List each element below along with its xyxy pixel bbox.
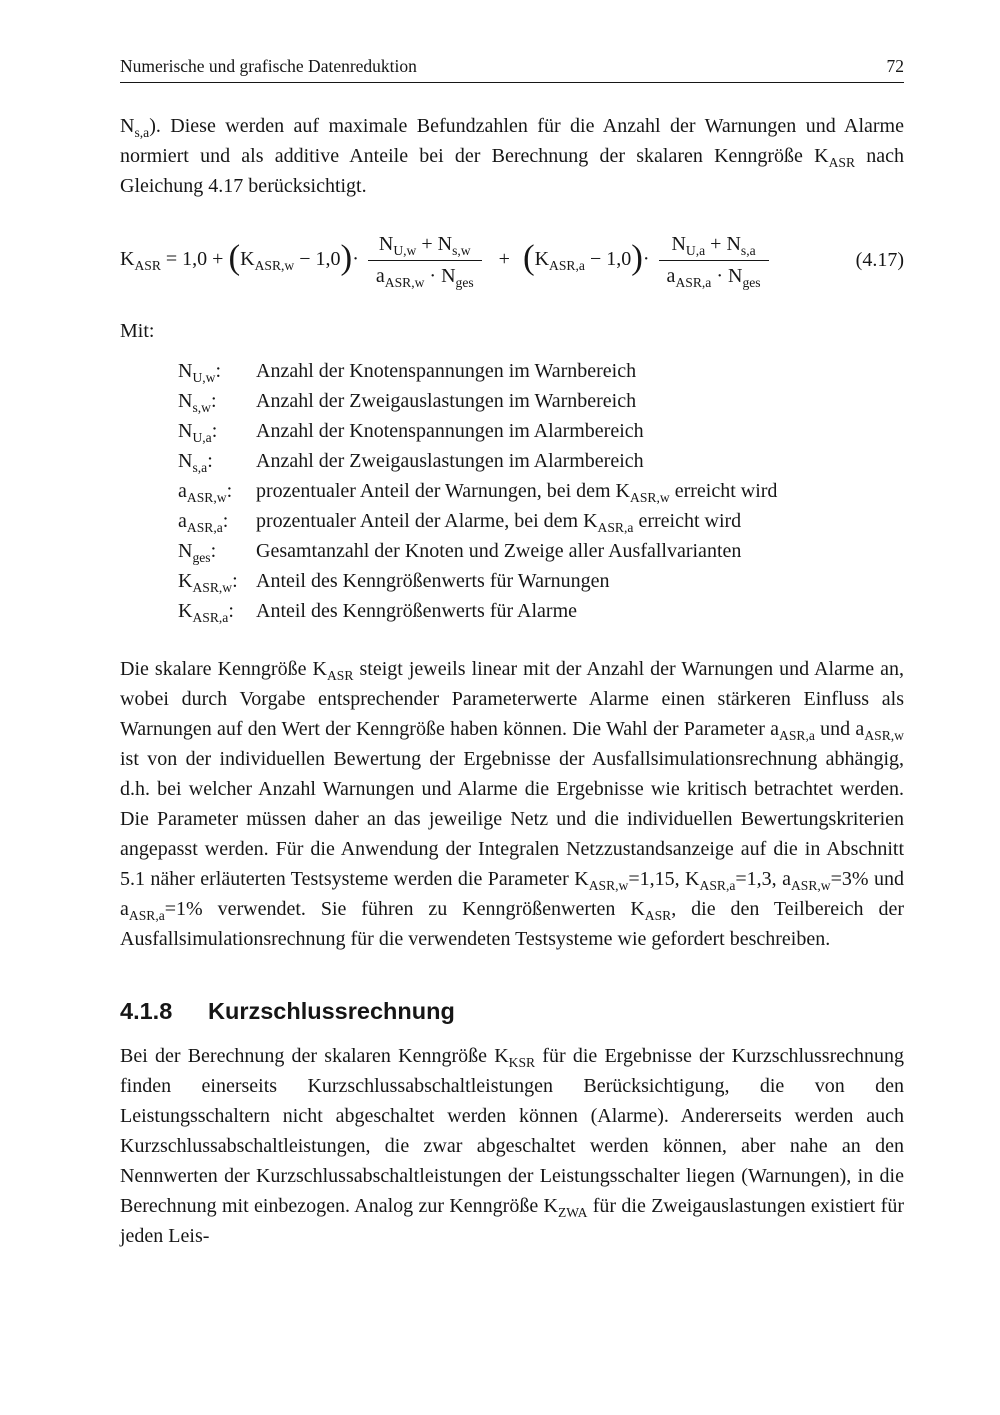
definition-desc: prozentualer Anteil der Warnungen, bei dem $K_{ASR,w}$ erreicht wird [256, 480, 778, 505]
definition-row [178, 536, 904, 566]
fraction-1-numerator: $N_{U,w} + N_{s,w}$ [368, 233, 482, 261]
mit-label: Mit: [120, 320, 155, 342]
paragraph-kurzschluss: Bei der Berechnung der skalaren Kenngröße $K_{KSR}$ für die Ergebnisse der Kurzschlussrechnung finden einerseits Kurzschlussabschaltleistungen Berücksichtigung, die von den Leistungsschaltern nicht abgeschaltet werden können (Alarme). Andererseits werden auch Kurzschlussabschaltleistungen, die zwar abgeschaltet werden können, aber nahe an den Nennwerten der Kurzschlussabschaltleistungen der Leistungsschalter liegen (Warnungen), in die Berechnung mit einbezogen. Analog zur Kenngröße $K_{ZWA}$ für die Zweigauslastungen existiert für jeden Leis- [120, 1045, 905, 1247]
open-paren: ( [228, 237, 241, 277]
definition-term: $N_{ges}$: [178, 540, 217, 565]
definition-row [178, 596, 904, 626]
equation-number: (4.17) [855, 249, 904, 271]
fraction-2-denominator: $a_{ASR,a} \cdot N_{ges}$ [666, 265, 761, 290]
times-dot: · [352, 248, 359, 271]
definition-row [178, 416, 904, 446]
section-title: Kurzschlussrechnung [208, 998, 455, 1024]
section-heading [120, 998, 904, 1025]
equation-body [120, 233, 773, 288]
equation-4-17 [120, 233, 904, 288]
definition-term: $a_{ASR,a}$: [178, 510, 229, 535]
times-dot: · [642, 248, 650, 271]
definition-desc: Anteil des Kenngrößenwerts für Alarme [256, 600, 578, 622]
definition-desc: Anteil des Kenngrößenwerts für Warnungen [256, 570, 610, 592]
definition-term: $a_{ASR,w}$: [178, 480, 233, 505]
header-title: Numerische und grafische Datenreduktion [120, 56, 417, 76]
fraction-1 [368, 233, 482, 288]
definition-row [178, 356, 904, 386]
definition-desc: Anzahl der Zweigauslastungen im Alarmbereich [256, 450, 644, 472]
equation-factor2: $K_{ASR,a} - 1,0$ [534, 248, 632, 274]
running-header [120, 56, 904, 83]
definition-term: $N_{U,a}$: [178, 420, 218, 445]
definition-term: $N_{s,w}$: [178, 390, 217, 415]
section-number: 4.1.8 [120, 998, 173, 1024]
definition-term: $K_{ASR,a}$: [178, 600, 234, 625]
equation-lhs: $K_{ASR} = 1,0$ + [120, 248, 229, 274]
definition-desc: Anzahl der Knotenspannungen im Alarmbereich [256, 420, 644, 442]
definition-term: $N_{U,w}$: [178, 360, 222, 385]
definition-term: $N_{s,a}$: [178, 450, 213, 475]
definition-desc: Gesamtanzahl der Knoten und Zweige aller Ausfallvarianten [256, 540, 742, 562]
page-number: 72 [886, 56, 904, 76]
definition-row [178, 476, 904, 506]
close-paren: ) [340, 237, 353, 277]
fraction-2 [659, 233, 769, 288]
definition-row [178, 566, 904, 596]
fraction-1-denominator: $a_{ASR,w} \cdot N_{ges}$ [375, 265, 474, 290]
close-paren: ) [631, 237, 643, 277]
equation-factor1: $K_{ASR,w} - 1,0$ [240, 248, 341, 274]
definition-term: $K_{ASR,w}$: [178, 570, 238, 595]
paragraph-intro: $N_{s,a}$). Diese werden auf maximale Befundzahlen für die Anzahl der Warnungen und Alarme normiert und als additive Anteile bei der Berechnung der skalaren Kenngröße $K_{ASR}$ nach Gleichung 4.17 berücksichtigt. [120, 115, 904, 197]
definition-row [178, 446, 904, 476]
definition-desc: prozentualer Anteil der Alarme, bei dem $K_{ASR,a}$ erreicht wird [256, 510, 742, 535]
definition-list [178, 356, 904, 626]
fraction-2-numerator: $N_{U,a} + N_{s,a}$ [659, 233, 769, 261]
definition-desc: Anzahl der Knotenspannungen im Warnbereich [256, 360, 637, 382]
definition-desc: Anzahl der Zweigauslastungen im Warnbereich [256, 390, 637, 412]
open-paren: ( [522, 237, 535, 277]
paragraph-discussion: Die skalare Kenngröße $K_{ASR}$ steigt jeweils linear mit der Anzahl der Warnungen und Alarme an, wobei durch Vorgabe entsprechender Parameterwerte Alarme einen stärkeren Einfluss als Warnungen auf den Wert der Kenngröße haben können. Die Wahl der Parameter $a_{ASR,a}$ und $a_{ASR,w}$ ist von der individuellen Bewertung der Ergebnisse der Ausfallsimulationsrechnung abhängig, d.h. bei welcher Anzahl Warnungen und Alarme die Ergebnisse wie kritisch betrachtet werden. Die Parameter müssen daher an das jeweilige Netz und die individuellen Bewertungskriterien angepasst werden. Für die Anwendung der Integralen Netzzustandsanzeige auf die in Abschnitt 5.1 näher erläuterten Testsysteme werden die Parameter $K_{ASR,w}=1,15$, $K_{ASR,a}=1,3$, $a_{ASR,w}=3\%$ und $a_{ASR,a}=1\%$ verwendet. Sie führen zu Kenngrößenwerten $K_{ASR}$, die den Teilbereich der Ausfallsimulationsrechnung für die verwendeten Testsysteme wie gefordert beschreiben. [120, 658, 905, 950]
plus-sign: + [498, 248, 510, 271]
definition-row [178, 386, 904, 416]
definition-row [178, 506, 904, 536]
